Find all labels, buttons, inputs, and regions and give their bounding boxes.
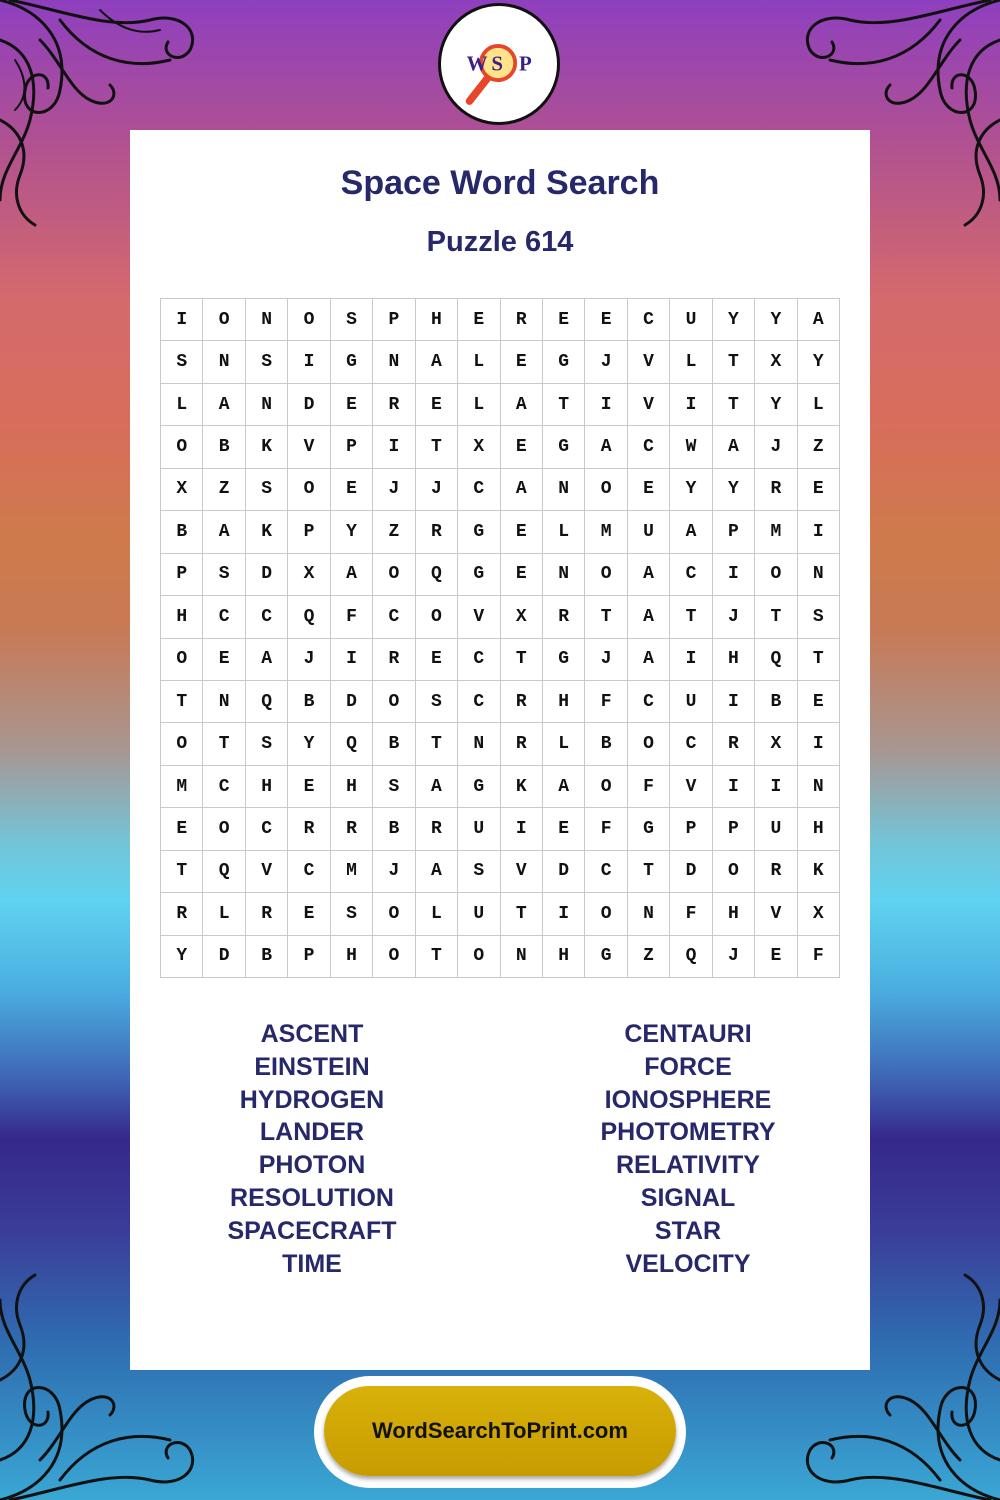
grid-cell[interactable]: T	[161, 681, 203, 723]
grid-cell[interactable]: C	[246, 808, 288, 850]
word-list-item: PHOTOMETRY	[600, 1118, 776, 1147]
grid-cell[interactable]: O	[203, 808, 245, 850]
grid-cell[interactable]: R	[161, 893, 203, 935]
grid-cell[interactable]: T	[798, 639, 840, 681]
grid-cell[interactable]: I	[713, 681, 755, 723]
grid-cell[interactable]: O	[458, 936, 500, 978]
grid-cell[interactable]: K	[246, 511, 288, 553]
grid-cell[interactable]: V	[288, 426, 330, 468]
grid-cell[interactable]: A	[798, 299, 840, 341]
grid-cell[interactable]: N	[798, 554, 840, 596]
grid-cell[interactable]: X	[288, 554, 330, 596]
grid-cell[interactable]: F	[670, 893, 712, 935]
grid-cell[interactable]: W	[670, 426, 712, 468]
grid-cell[interactable]: S	[203, 554, 245, 596]
grid-cell[interactable]: V	[628, 341, 670, 383]
grid-cell[interactable]: A	[416, 851, 458, 893]
grid-cell[interactable]: C	[288, 851, 330, 893]
grid-cell[interactable]: P	[288, 936, 330, 978]
grid-cell[interactable]: D	[543, 851, 585, 893]
grid-cell[interactable]: T	[501, 893, 543, 935]
grid-cell[interactable]: J	[713, 596, 755, 638]
grid-cell[interactable]: S	[246, 469, 288, 511]
grid-cell[interactable]: E	[161, 808, 203, 850]
grid-cell[interactable]: B	[373, 723, 415, 765]
grid-cell[interactable]: H	[416, 299, 458, 341]
grid-cell[interactable]: A	[628, 554, 670, 596]
grid-cell[interactable]: N	[628, 893, 670, 935]
grid-cell[interactable]: V	[628, 384, 670, 426]
grid-cell[interactable]: L	[670, 341, 712, 383]
grid-cell[interactable]: Q	[416, 554, 458, 596]
word-list-item: SIGNAL	[640, 1183, 736, 1212]
grid-cell[interactable]: M	[755, 511, 797, 553]
grid-cell[interactable]: J	[713, 936, 755, 978]
grid-cell[interactable]: E	[458, 299, 500, 341]
grid-cell[interactable]: Q	[246, 681, 288, 723]
grid-cell[interactable]: I	[755, 766, 797, 808]
grid-cell[interactable]: I	[373, 426, 415, 468]
grid-cell[interactable]: T	[670, 596, 712, 638]
grid-cell[interactable]: I	[585, 384, 627, 426]
grid-cell[interactable]: C	[373, 596, 415, 638]
grid-cell[interactable]: I	[161, 299, 203, 341]
grid-cell[interactable]: O	[288, 299, 330, 341]
grid-cell[interactable]: I	[288, 341, 330, 383]
grid-cell[interactable]: C	[628, 681, 670, 723]
grid-cell[interactable]: Y	[713, 469, 755, 511]
grid-cell[interactable]: P	[288, 511, 330, 553]
grid-cell[interactable]: R	[501, 681, 543, 723]
word-list-item: LANDER	[259, 1118, 365, 1147]
word-list-item: VELOCITY	[625, 1249, 751, 1278]
grid-cell[interactable]: C	[458, 469, 500, 511]
grid-cell[interactable]: H	[161, 596, 203, 638]
grid-cell[interactable]: A	[416, 766, 458, 808]
grid-cell[interactable]: C	[246, 596, 288, 638]
grid-cell[interactable]: S	[161, 341, 203, 383]
grid-cell[interactable]: U	[458, 893, 500, 935]
grid-cell[interactable]: C	[628, 299, 670, 341]
word-list-item: STAR	[654, 1216, 722, 1245]
grid-cell[interactable]: V	[501, 851, 543, 893]
grid-cell[interactable]: G	[331, 341, 373, 383]
grid-cell[interactable]: A	[628, 596, 670, 638]
grid-cell[interactable]: X	[161, 469, 203, 511]
grid-cell[interactable]: E	[501, 341, 543, 383]
grid-cell[interactable]: N	[373, 341, 415, 383]
grid-cell[interactable]: N	[543, 554, 585, 596]
word-list-item: RELATIVITY	[616, 1151, 760, 1180]
grid-cell[interactable]: A	[203, 511, 245, 553]
grid-cell[interactable]: V	[458, 596, 500, 638]
grid-cell[interactable]: J	[373, 469, 415, 511]
grid-cell[interactable]: H	[543, 681, 585, 723]
grid-cell[interactable]: D	[288, 384, 330, 426]
grid-cell[interactable]: E	[543, 808, 585, 850]
grid-cell[interactable]: O	[373, 936, 415, 978]
grid-cell[interactable]: S	[331, 299, 373, 341]
grid-cell[interactable]: F	[585, 808, 627, 850]
grid-cell[interactable]: H	[798, 808, 840, 850]
grid-cell[interactable]: S	[373, 766, 415, 808]
grid-cell[interactable]: O	[416, 596, 458, 638]
grid-cell[interactable]: E	[203, 639, 245, 681]
grid-cell[interactable]: E	[755, 936, 797, 978]
grid-cell[interactable]: R	[755, 469, 797, 511]
grid-cell[interactable]: D	[331, 681, 373, 723]
grid-cell[interactable]: E	[585, 299, 627, 341]
grid-cell[interactable]: R	[416, 511, 458, 553]
grid-cell[interactable]: O	[585, 554, 627, 596]
grid-cell[interactable]: F	[798, 936, 840, 978]
grid-cell[interactable]: R	[501, 723, 543, 765]
grid-cell[interactable]: T	[713, 341, 755, 383]
site-logo[interactable]	[438, 3, 560, 125]
grid-cell[interactable]: O	[373, 554, 415, 596]
grid-cell[interactable]: S	[458, 851, 500, 893]
grid-cell[interactable]: P	[713, 511, 755, 553]
grid-cell[interactable]: K	[501, 766, 543, 808]
logo-letter-w: W	[466, 51, 488, 76]
grid-cell[interactable]: T	[203, 723, 245, 765]
grid-cell[interactable]: A	[331, 554, 373, 596]
grid-cell[interactable]: J	[585, 639, 627, 681]
grid-cell[interactable]: A	[501, 384, 543, 426]
grid-cell[interactable]: H	[331, 766, 373, 808]
grid-cell[interactable]: O	[161, 639, 203, 681]
grid-cell[interactable]: I	[798, 723, 840, 765]
grid-cell[interactable]: R	[755, 851, 797, 893]
grid-cell[interactable]: C	[585, 851, 627, 893]
grid-cell[interactable]: Y	[798, 341, 840, 383]
grid-cell[interactable]: G	[585, 936, 627, 978]
grid-cell[interactable]: V	[755, 893, 797, 935]
grid-cell[interactable]: O	[161, 426, 203, 468]
grid-cell[interactable]: R	[373, 639, 415, 681]
grid-cell[interactable]: I	[331, 639, 373, 681]
grid-cell[interactable]: R	[246, 893, 288, 935]
grid-cell[interactable]: N	[203, 341, 245, 383]
grid-cell[interactable]: N	[458, 723, 500, 765]
grid-cell[interactable]: S	[798, 596, 840, 638]
grid-cell[interactable]: O	[713, 851, 755, 893]
grid-cell[interactable]: R	[373, 384, 415, 426]
grid-cell[interactable]: O	[288, 469, 330, 511]
grid-cell[interactable]: E	[416, 384, 458, 426]
word-list-left	[152, 1018, 472, 1280]
grid-cell[interactable]: N	[798, 766, 840, 808]
grid-cell[interactable]: H	[246, 766, 288, 808]
grid-cell[interactable]: O	[373, 893, 415, 935]
grid-cell[interactable]: V	[670, 766, 712, 808]
grid-cell[interactable]: T	[585, 596, 627, 638]
grid-cell[interactable]: J	[373, 851, 415, 893]
grid-cell[interactable]: B	[246, 936, 288, 978]
grid-cell[interactable]: R	[416, 808, 458, 850]
grid-cell[interactable]: L	[543, 511, 585, 553]
grid-cell[interactable]: X	[458, 426, 500, 468]
word-list-item: CENTAURI	[624, 1020, 752, 1048]
grid-cell[interactable]: D	[203, 936, 245, 978]
grid-cell[interactable]: E	[331, 384, 373, 426]
grid-cell[interactable]: G	[628, 808, 670, 850]
grid-cell[interactable]: L	[798, 384, 840, 426]
grid-cell[interactable]: N	[543, 469, 585, 511]
grid-cell[interactable]: R	[331, 808, 373, 850]
grid-cell[interactable]: O	[161, 723, 203, 765]
grid-cell[interactable]: K	[246, 426, 288, 468]
grid-cell[interactable]: Y	[288, 723, 330, 765]
grid-cell[interactable]: X	[755, 341, 797, 383]
grid-cell[interactable]: H	[713, 639, 755, 681]
grid-cell[interactable]: Y	[713, 299, 755, 341]
website-button[interactable]: WordSearchToPrint.com	[324, 1386, 676, 1476]
grid-cell[interactable]: O	[585, 469, 627, 511]
grid-cell[interactable]: E	[798, 469, 840, 511]
word-list-item: ASCENT	[260, 1020, 364, 1048]
grid-cell[interactable]: Z	[628, 936, 670, 978]
grid-cell[interactable]: A	[203, 384, 245, 426]
grid-cell[interactable]: X	[798, 893, 840, 935]
grid-cell[interactable]: H	[713, 893, 755, 935]
grid-cell[interactable]: E	[543, 299, 585, 341]
grid-cell[interactable]: T	[161, 851, 203, 893]
grid-cell[interactable]: E	[501, 426, 543, 468]
grid-cell[interactable]: T	[416, 723, 458, 765]
logo-letter-s: S	[491, 51, 504, 76]
grid-cell[interactable]: N	[246, 384, 288, 426]
grid-cell[interactable]: O	[628, 723, 670, 765]
grid-cell[interactable]: U	[628, 511, 670, 553]
grid-cell[interactable]: M	[585, 511, 627, 553]
grid-cell[interactable]: B	[755, 681, 797, 723]
grid-cell[interactable]: E	[628, 469, 670, 511]
grid-cell[interactable]: A	[713, 426, 755, 468]
grid-cell[interactable]: I	[670, 384, 712, 426]
word-list-item: PHOTON	[258, 1151, 366, 1180]
grid-cell[interactable]: U	[458, 808, 500, 850]
grid-cell[interactable]: P	[713, 808, 755, 850]
grid-cell[interactable]: Z	[203, 469, 245, 511]
grid-cell[interactable]: A	[246, 639, 288, 681]
grid-cell[interactable]: J	[288, 639, 330, 681]
word-list-item: SPACECRAFT	[227, 1216, 397, 1245]
grid-cell[interactable]: D	[246, 554, 288, 596]
letter-grid	[160, 298, 840, 978]
grid-cell[interactable]: X	[501, 596, 543, 638]
grid-cell[interactable]: F	[628, 766, 670, 808]
grid-cell[interactable]: B	[161, 511, 203, 553]
word-list-item: FORCE	[644, 1052, 732, 1081]
grid-cell[interactable]: T	[543, 384, 585, 426]
word-list-item: HYDROGEN	[239, 1085, 385, 1114]
grid-cell[interactable]: X	[755, 723, 797, 765]
grid-cell[interactable]: Y	[670, 469, 712, 511]
word-list-item: RESOLUTION	[230, 1183, 394, 1212]
grid-cell[interactable]: G	[543, 341, 585, 383]
grid-cell[interactable]: I	[670, 639, 712, 681]
grid-cell[interactable]: E	[288, 893, 330, 935]
grid-cell[interactable]: T	[755, 596, 797, 638]
puzzle-number: Puzzle 614	[426, 226, 574, 258]
grid-cell[interactable]: O	[373, 681, 415, 723]
grid-cell[interactable]: N	[203, 681, 245, 723]
grid-cell[interactable]: L	[416, 893, 458, 935]
grid-cell[interactable]: R	[713, 723, 755, 765]
grid-cell[interactable]: Y	[755, 384, 797, 426]
grid-cell[interactable]: E	[798, 681, 840, 723]
grid-cell[interactable]: O	[585, 893, 627, 935]
grid-cell[interactable]: T	[416, 426, 458, 468]
grid-cell[interactable]: E	[416, 639, 458, 681]
grid-cell[interactable]: H	[543, 936, 585, 978]
grid-cell[interactable]: C	[670, 554, 712, 596]
grid-cell[interactable]: V	[246, 851, 288, 893]
grid-cell[interactable]: B	[203, 426, 245, 468]
grid-cell[interactable]: U	[670, 299, 712, 341]
grid-cell[interactable]: Q	[331, 723, 373, 765]
grid-cell[interactable]: E	[501, 554, 543, 596]
grid-cell[interactable]: R	[288, 808, 330, 850]
grid-cell[interactable]: L	[543, 723, 585, 765]
grid-cell[interactable]: N	[501, 936, 543, 978]
logo-letter-p: P	[518, 51, 532, 76]
grid-cell[interactable]: I	[543, 893, 585, 935]
grid-cell[interactable]: R	[543, 596, 585, 638]
grid-cell[interactable]: I	[501, 808, 543, 850]
grid-cell[interactable]: L	[161, 384, 203, 426]
grid-cell[interactable]: A	[670, 511, 712, 553]
grid-cell[interactable]: C	[458, 681, 500, 723]
grid-cell[interactable]: U	[670, 681, 712, 723]
grid-cell[interactable]: P	[331, 426, 373, 468]
grid-cell[interactable]: B	[288, 681, 330, 723]
grid-cell[interactable]: C	[203, 596, 245, 638]
grid-cell[interactable]: C	[670, 723, 712, 765]
grid-cell[interactable]: L	[458, 341, 500, 383]
grid-cell[interactable]: A	[543, 766, 585, 808]
grid-cell[interactable]: T	[501, 639, 543, 681]
grid-cell[interactable]: D	[670, 851, 712, 893]
grid-cell[interactable]: M	[161, 766, 203, 808]
grid-cell[interactable]: E	[501, 511, 543, 553]
grid-cell[interactable]: Y	[755, 299, 797, 341]
grid-cell[interactable]: Q	[670, 936, 712, 978]
grid-cell[interactable]: J	[755, 426, 797, 468]
grid-cell[interactable]: N	[246, 299, 288, 341]
grid-cell[interactable]: O	[755, 554, 797, 596]
grid-cell[interactable]: J	[416, 469, 458, 511]
grid-cell[interactable]: E	[288, 766, 330, 808]
grid-cell[interactable]: P	[161, 554, 203, 596]
grid-cell[interactable]: A	[585, 426, 627, 468]
word-list-item: EINSTEIN	[254, 1052, 370, 1081]
grid-cell[interactable]: C	[458, 639, 500, 681]
grid-cell[interactable]: G	[458, 554, 500, 596]
grid-cell[interactable]: Y	[331, 511, 373, 553]
grid-cell[interactable]: G	[458, 511, 500, 553]
grid-cell[interactable]: Z	[798, 426, 840, 468]
grid-cell[interactable]: B	[373, 808, 415, 850]
grid-cell[interactable]: Z	[373, 511, 415, 553]
grid-cell[interactable]: F	[585, 681, 627, 723]
grid-cell[interactable]: S	[246, 341, 288, 383]
grid-cell[interactable]: I	[713, 766, 755, 808]
grid-cell[interactable]: S	[246, 723, 288, 765]
grid-cell[interactable]: G	[543, 639, 585, 681]
grid-cell[interactable]: E	[331, 469, 373, 511]
grid-cell[interactable]: S	[331, 893, 373, 935]
grid-cell[interactable]: T	[416, 936, 458, 978]
grid-cell[interactable]: H	[331, 936, 373, 978]
grid-cell[interactable]: G	[458, 766, 500, 808]
word-list-item: TIME	[282, 1249, 342, 1278]
page-title: Space Word Search	[340, 164, 660, 202]
grid-cell[interactable]: L	[203, 893, 245, 935]
grid-cell[interactable]: O	[585, 766, 627, 808]
grid-cell[interactable]: Y	[161, 936, 203, 978]
grid-cell[interactable]: K	[798, 851, 840, 893]
grid-cell[interactable]: C	[628, 426, 670, 468]
grid-cell[interactable]: C	[203, 766, 245, 808]
grid-cell[interactable]: Q	[755, 639, 797, 681]
grid-cell[interactable]: B	[585, 723, 627, 765]
grid-cell[interactable]: A	[501, 469, 543, 511]
grid-cell[interactable]: I	[798, 511, 840, 553]
grid-cell[interactable]: T	[628, 851, 670, 893]
grid-cell[interactable]: Q	[203, 851, 245, 893]
grid-cell[interactable]: A	[416, 341, 458, 383]
grid-cell[interactable]: Q	[288, 596, 330, 638]
word-list-right	[528, 1018, 848, 1280]
grid-cell[interactable]: M	[331, 851, 373, 893]
grid-cell[interactable]: F	[331, 596, 373, 638]
grid-cell[interactable]: R	[501, 299, 543, 341]
grid-cell[interactable]: U	[755, 808, 797, 850]
grid-cell[interactable]: I	[713, 554, 755, 596]
grid-cell[interactable]: J	[585, 341, 627, 383]
grid-cell[interactable]: A	[628, 639, 670, 681]
grid-cell[interactable]: P	[670, 808, 712, 850]
grid-cell[interactable]: T	[713, 384, 755, 426]
grid-cell[interactable]: S	[416, 681, 458, 723]
grid-cell[interactable]: O	[203, 299, 245, 341]
grid-cell[interactable]: P	[373, 299, 415, 341]
word-list-item: IONOSPHERE	[604, 1085, 772, 1114]
grid-cell[interactable]: L	[458, 384, 500, 426]
grid-cell[interactable]: G	[543, 426, 585, 468]
